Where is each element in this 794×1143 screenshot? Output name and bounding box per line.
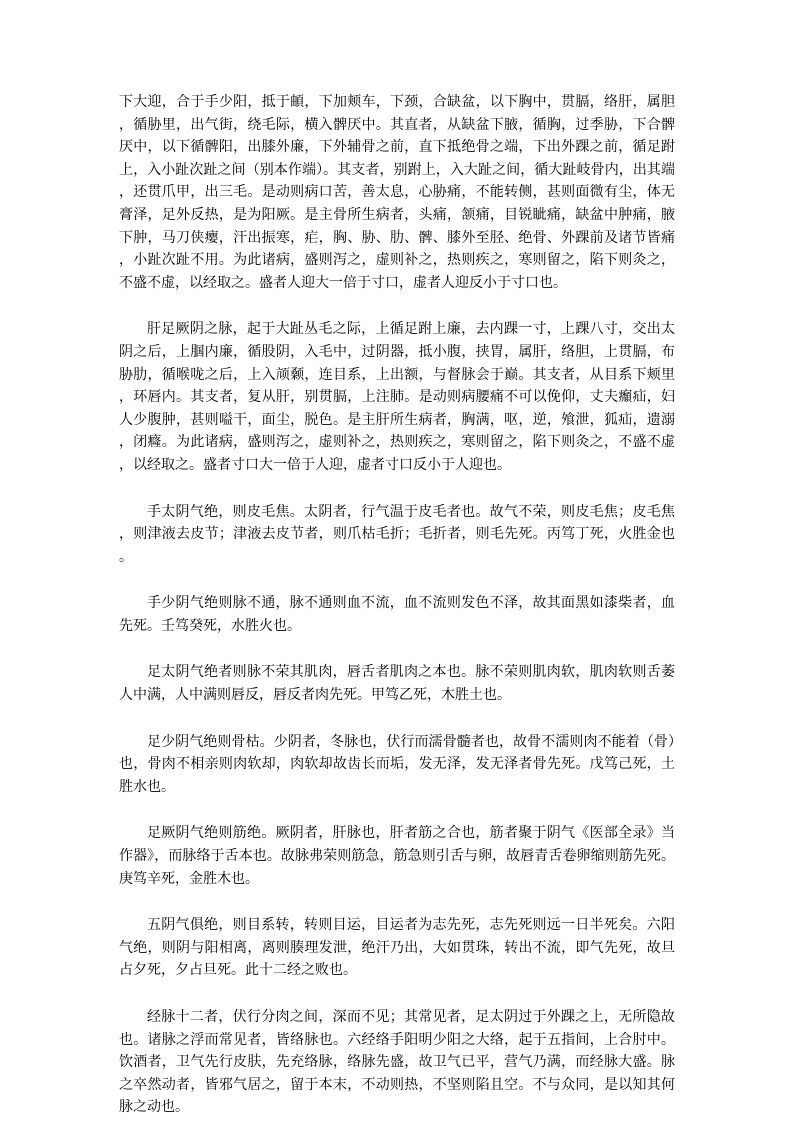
paragraph-liver-meridian: 肝足厥阴之脉，起于大趾丛毛之际，上循足跗上廉，去内踝一寸，上踝八寸，交出太阴之后，上腘内廉，循股阴，入毛中，过阴器，抵小腹，挟胃，属肝，络胆，上贯膈，布胁肋，循喉咙之后，上入颃颡，连目系，上出额，与督脉会于巅。其支者，从目系下颊里，环唇内。其支者，复从肝，别贯膈，上注肺。是动则病腰痛不可以俛仰，丈夫㿗疝，妇人少腹肿，甚则嗌干，面尘，脱色。是主肝所生病者，胸满，呕，逆，飧泄，狐疝，遗溺，闭癃。为此诸病，盛则泻之，虚则补之，热则疾之，寒则留之，陷下则灸之，不盛不虚，以经取之。盛者寸口大一倍于人迎，虚者寸口反小于人迎也。 bbox=[119, 321, 675, 473]
paragraph-twelve-meridians: 经脉十二者，伏行分肉之间，深而不见；其常见者，足太阴过于外踝之上，无所隐故也。诸脉之浮而常见者，皆络脉也。六经络手阳明少阳之大络，起于五指间，上合肘中。饮酒者，卫气先行皮肤，先充络脉，络脉先盛，故卫气已平，营气乃满，而经脉大盛。脉之卒然动者，皆邪气居之，留于本末，不动则热，不坚则陷且空。不与众同，是以知其何脉之动也。 bbox=[119, 1009, 675, 1116]
paragraph-gallbladder-meridian-end: 下大迎，合于手少阳，抵于頔，下加颊车，下颈，合缺盆，以下胸中，贯膈，络肝，属胆，循胁里，出气街，绕毛际，横入髀厌中。其直者，从缺盆下腋，循胸，过季胁，下合髀厌中，以下循髀阳，出膝外廉，下外辅骨之前，直下抵绝骨之端，下出外踝之前，循足跗上，入小趾次趾之间（别本作端）。其支者，别跗上，入大趾之间，循大趾岐骨内，出其端，还贯爪甲，出三毛。是动则病口苦，善太息，心胁痛，不能转侧，甚则面微有尘，体无膏泽，足外反热，是为阳厥。是主骨所生病者，头痛，颔痛，目锐眦痛，缺盆中肿痛，腋下肿，马刀侠瘿，汗出振寒，疟，胸、胁、肋、髀、膝外至胫、绝骨、外踝前及诸节皆痛，小趾次趾不用。为此诸病，盛则泻之，虚则补之，热则疾之，寒则留之，陷下则灸之，不盛不虚，以经取之。盛者人迎大一倍于寸口，虚者人迎反小于寸口也。 bbox=[119, 94, 675, 291]
paragraph-foot-shaoyin-exhaustion: 足少阴气绝则骨枯。少阴者，冬脉也，伏行而濡骨髓者也，故骨不濡则肉不能着（骨）也，骨肉不相亲则肉软却，肉软却故齿长而垢，发无泽，发无泽者骨先死。戊笃己死，土胜水也。 bbox=[119, 733, 675, 795]
paragraph-foot-jueyin-exhaustion: 足厥阴气绝则筋绝。厥阴者，肝脉也，肝者筋之合也，筋者聚于阴气《医部全录》当作器》，而脉络于舌本也。故脉弗荣则筋急，筋急则引舌与卵，故唇青舌卷卵缩则筋先死。庚笃辛死，金胜木也。 bbox=[119, 825, 675, 887]
paragraph-foot-taiyin-exhaustion: 足太阴气绝者则脉不荣其肌肉，唇舌者肌肉之本也。脉不荣则肌肉软，肌肉软则舌萎人中满，人中满则唇反，唇反者肉先死。甲笃乙死，木胜土也。 bbox=[119, 664, 675, 704]
paragraph-five-yin-exhaustion: 五阴气俱绝，则目系转，转则目运，目运者为志先死，志先死则远一日半死矣。六阳气绝，则阴与阳相离，离则腠理发泄，绝汗乃出，大如贯珠，转出不流，即气先死，故旦占夕死，夕占旦死。此十二经之败也。 bbox=[119, 917, 675, 979]
paragraph-hand-taiyin-exhaustion: 手太阴气绝，则皮毛焦。太阴者，行气温于皮毛者也。故气不荣，则皮毛焦；皮毛焦，则津液去皮节；津液去皮节者，则爪枯毛折；毛折者，则毛先死。丙笃丁死，火胜金也。 bbox=[119, 503, 675, 565]
paragraph-hand-shaoyin-exhaustion: 手少阴气绝则脉不通，脉不通则血不流，血不流则发色不泽，故其面黑如漆柴者，血先死。壬笃癸死，水胜火也。 bbox=[119, 595, 675, 634]
document-page bbox=[119, 91, 675, 1143]
